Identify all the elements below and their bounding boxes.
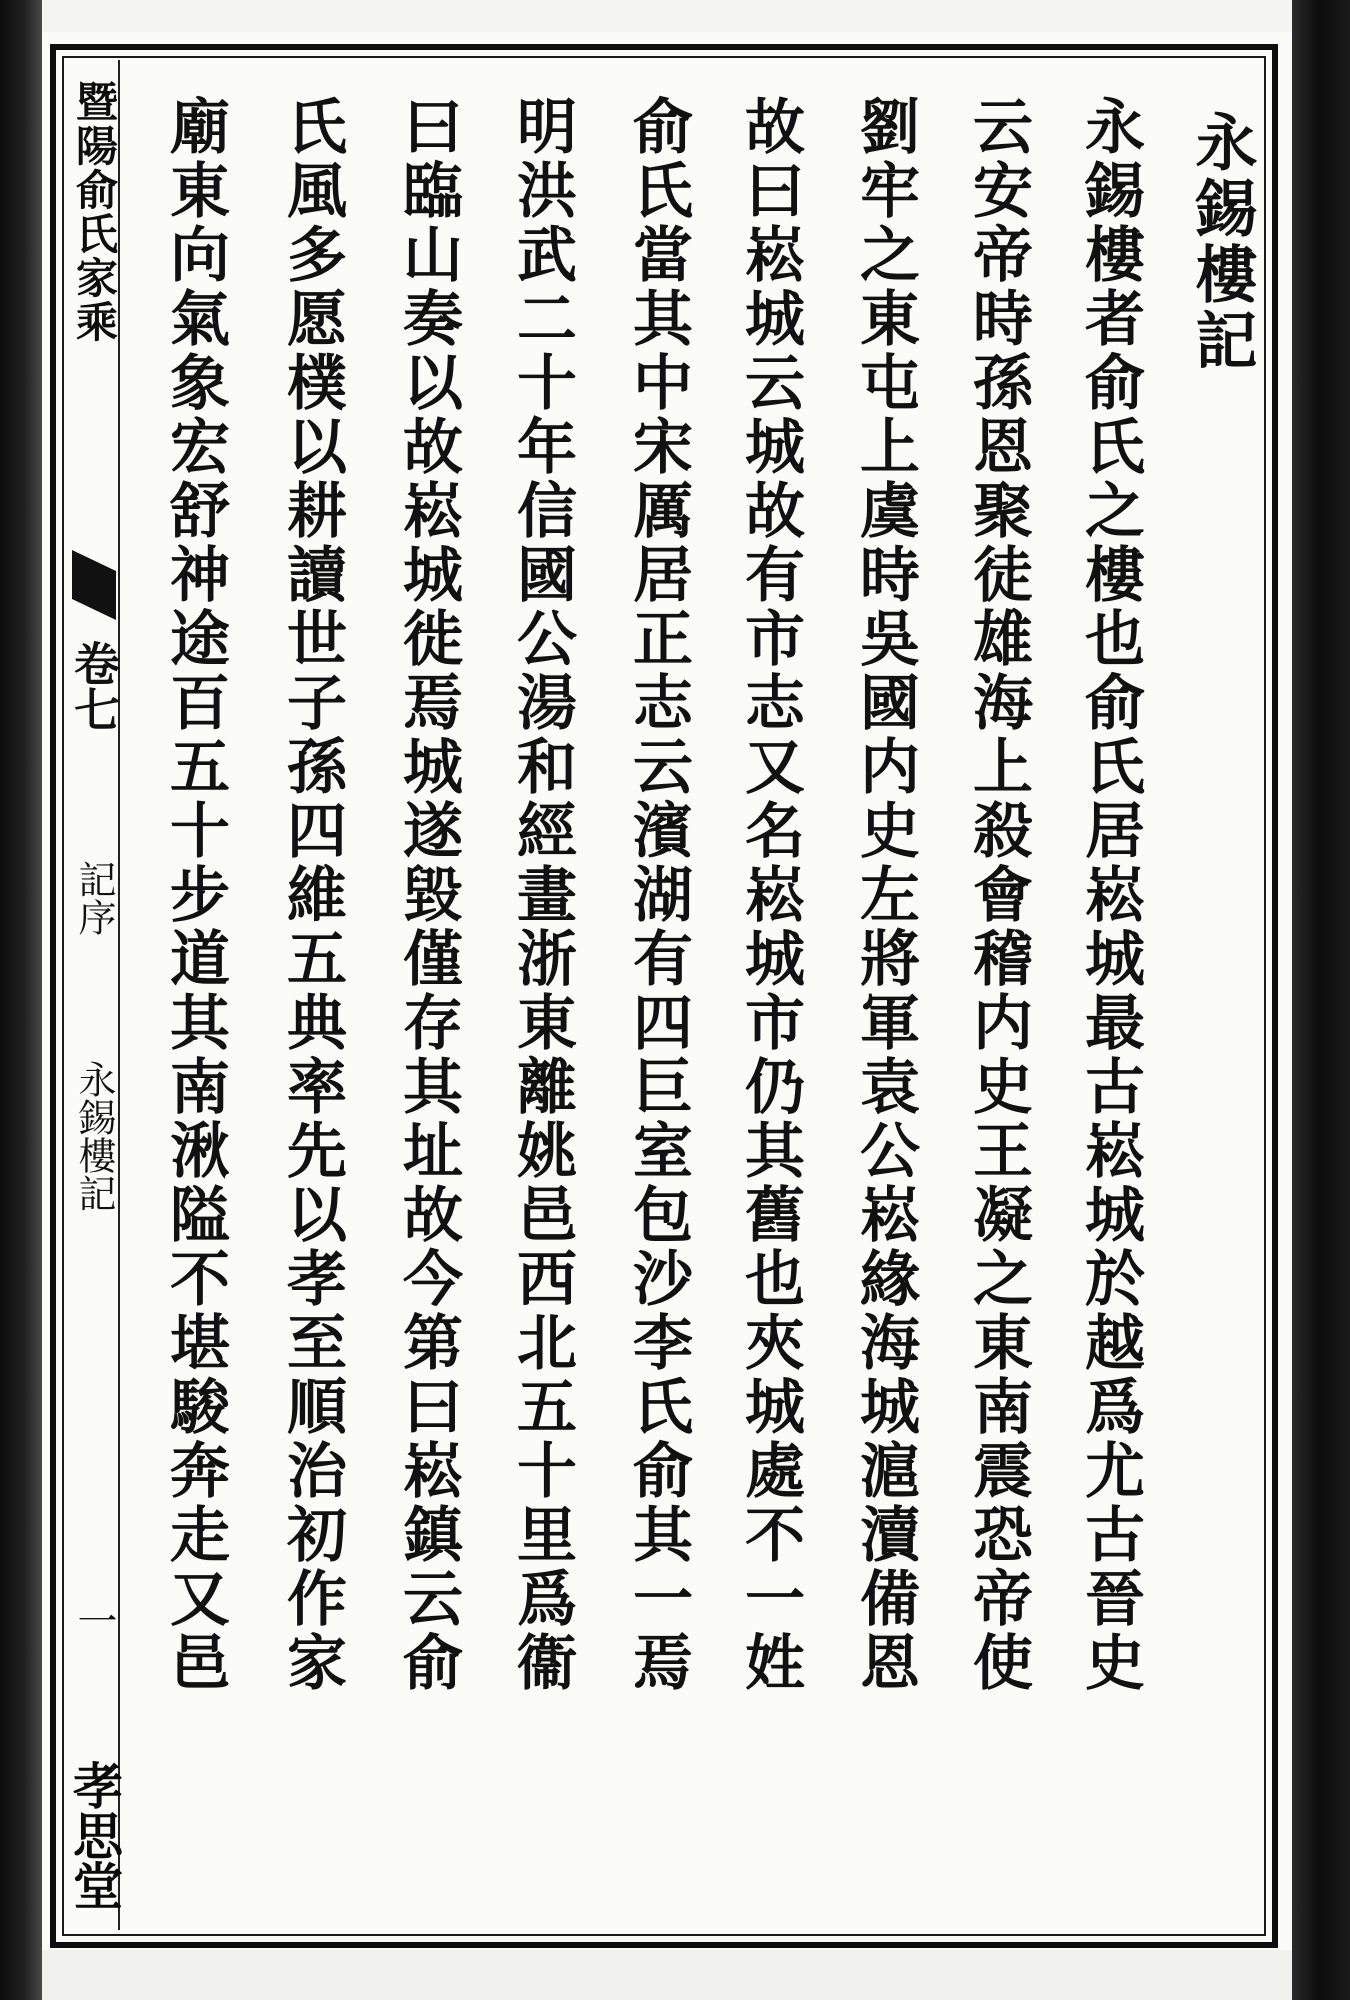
right-binding-shadow: [1292, 0, 1350, 2000]
text-column-8: 氏風多愿樸以耕讀世子孫四維五典率先以孝至順治初作家: [277, 95, 347, 1695]
text-column-3: 劉牢之東屯上虞時吳國内史左將軍袁公崧緣海城滬瀆備恩: [850, 95, 920, 1695]
text-column-5: 俞氏當其中宋厲居正志云濱湖有四巨室包沙李氏俞其一焉: [623, 95, 693, 1695]
margin-book-title: 暨陽俞氏家乘: [70, 80, 119, 344]
margin-hall-name: 孝思堂: [65, 1760, 124, 1910]
margin-volume: 卷七: [67, 640, 121, 732]
text-column-2: 云安帝時孫恩聚徒雄海上殺會稽内史王凝之東南震恐帝使: [963, 95, 1033, 1695]
left-binding-shadow: [0, 0, 42, 2000]
text-column-6: 明洪武二十年信國公湯和經畫浙東離姚邑西北五十里爲衞: [507, 95, 577, 1695]
center-margin-column: [65, 60, 124, 1930]
text-column-4: 故曰崧城云城故有市志又名崧城市仍其舊也夾城處不一姓: [735, 95, 805, 1695]
text-column-7: 曰臨山奏以故崧城徙焉城遂毀僅存其址故今第曰崧鎮云俞: [393, 95, 463, 1695]
article-title: 永錫樓記: [1185, 110, 1258, 374]
bottom-paper-edge: [0, 1950, 1350, 2000]
text-column-1: 永錫樓者俞氏之樓也俞氏居崧城最古崧城於越爲尤古晉史: [1075, 95, 1145, 1695]
margin-section-label: 記序: [72, 860, 116, 936]
margin-page-number: 一: [71, 1600, 117, 1640]
top-paper-edge: [0, 0, 1350, 32]
text-column-9: 廟東向氣象宏舒神途百五十步道其南湫隘不堪駿奔走又邑: [160, 95, 230, 1695]
fishtail-mark-icon: [72, 550, 116, 620]
margin-piece-title: 永錫樓記: [72, 1060, 116, 1212]
